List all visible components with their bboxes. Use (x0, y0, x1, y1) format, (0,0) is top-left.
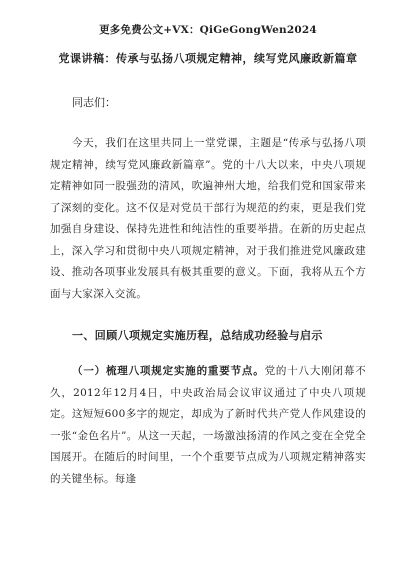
section-heading-1: 一、回顾八项规定实施历程，总结成功经验与启示 (72, 329, 323, 342)
subsection-heading-1: （一）梳理八项规定实施的重要节点。 (72, 365, 265, 377)
intro-paragraph: 今天，我们在这里共同上一堂党课，主题是“传承与弘扬八项规定精神，续写党风廉政新篇章”。党的十八大以来，中央八项规定精神如同一股强劲的清风，吹遍神州大地，给我们党和国家带来了深刻的变化。这不仅是对党员干部行为规范的约束，更是我们党加强自身建设、保持先进性和纯洁性的重要举措。在新的历史起点上，深入学习和贯彻中央八项规定精神，对于我们推进党风廉政建设、推动各项事业发展具有极其重要的意义。下面，我将从五个方面与大家深入交流。 (50, 137, 366, 300)
subsection-paragraph-1 (50, 361, 366, 490)
greeting: 同志们： (72, 96, 116, 109)
page-header: 更多免费公文+VX：QiGeGongWen2024 (99, 24, 317, 36)
subsection-body-1: 党的十八大刚闭幕不久，2012年12月4日，中央政治局会议审议通过了中央八项规定。这短短600多字的规定，却成为了新时代共产党人作风建设的一张“金色名片”。从这一天起，一场激浊扬清的作风之变在全党全国展开。在随后的时间里，一个个重要节点成为八项规定精神落实的关键坐标。每逢 (50, 365, 366, 485)
document-title: 党课讲稿：传承与弘扬八项规定精神，续写党风廉政新篇章 (58, 52, 358, 65)
